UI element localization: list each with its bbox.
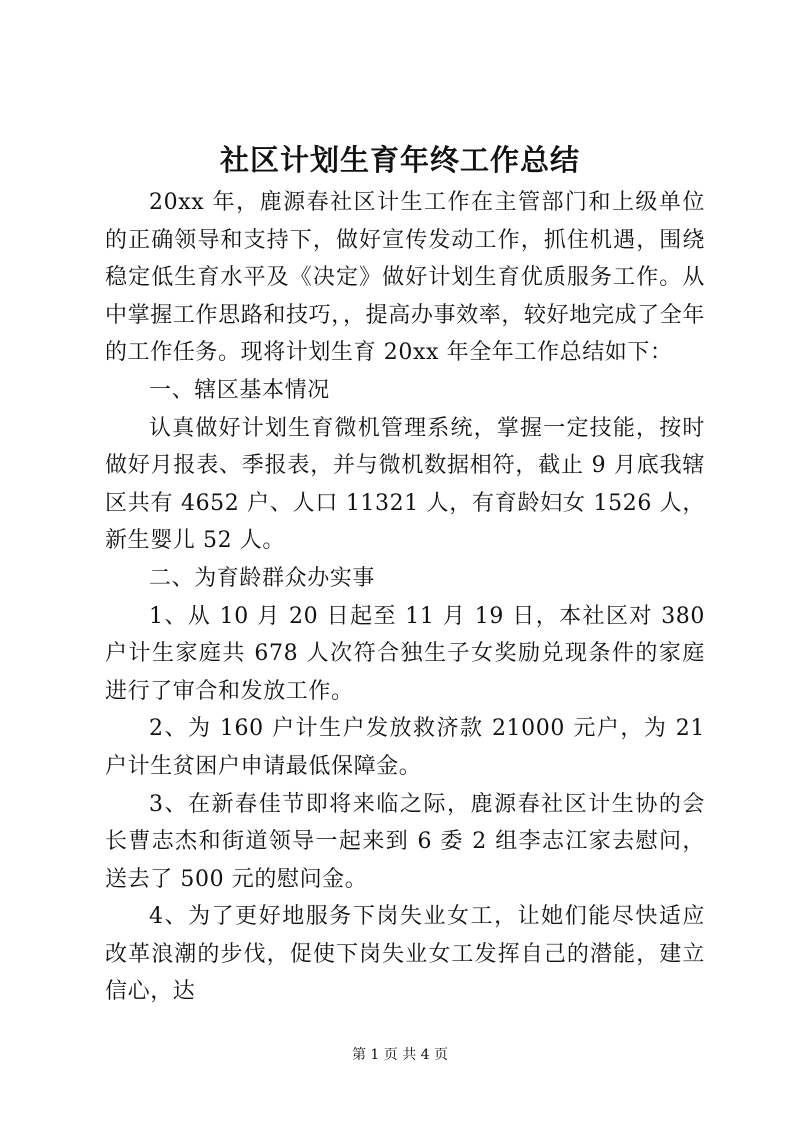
- document-title: 社区计划生育年终工作总结: [219, 143, 580, 177]
- paragraph-item-2: 2、为 160 户计生户发放救济款 21000 元户，为 21 户计生贫困户申请最低保障金。: [105, 716, 705, 779]
- paragraph-item-4: 4、为了更好地服务下岗失业女工，让她们能尽快适应改革浪潮的步伐，促使下岗失业女工发挥自己的潜能，建立信心，达: [105, 904, 705, 1005]
- section-heading-1: 一、辖区基本情况: [149, 377, 330, 403]
- paragraph-item-3: 3、在新春佳节即将来临之际，鹿源春社区计生协的会长曹志杰和街道领导一起来到 6 委 2 组李志江家去慰问，送去了 500 元的慰问金。: [105, 791, 705, 892]
- paragraph-basic-info: 认真做好计划生育微机管理系统，掌握一定技能，按时做好月报表、季报表，并与微机数据相符，截止 9 月底我辖区共有 4652 户、人口 11321 人，有育龄妇女 1526 人，新生婴儿 52 人。: [105, 415, 705, 554]
- section-heading-2: 二、为育龄群众办实事: [149, 565, 376, 591]
- page-number: 第 1 页 共 4 页: [351, 1047, 449, 1063]
- paragraph-item-1: 1、从 10 月 20 日起至 11 月 19 日，本社区对 380 户计生家庭共 678 人次符合独生子女奖励兑现条件的家庭进行了审合和发放工作。: [105, 603, 705, 704]
- paragraph-intro: 20xx 年，鹿源春社区计生工作在主管部门和上级单位的正确领导和支持下，做好宣传发动工作，抓住机遇，围绕稳定低生育水平及《决定》做好计划生育优质服务工作。从中掌握工作思路和技巧，，提高办事效率，较好地完成了全年的工作任务。现将计划生育 20xx 年全年工作总结如下：: [105, 190, 705, 366]
- document-body: [105, 184, 705, 1011]
